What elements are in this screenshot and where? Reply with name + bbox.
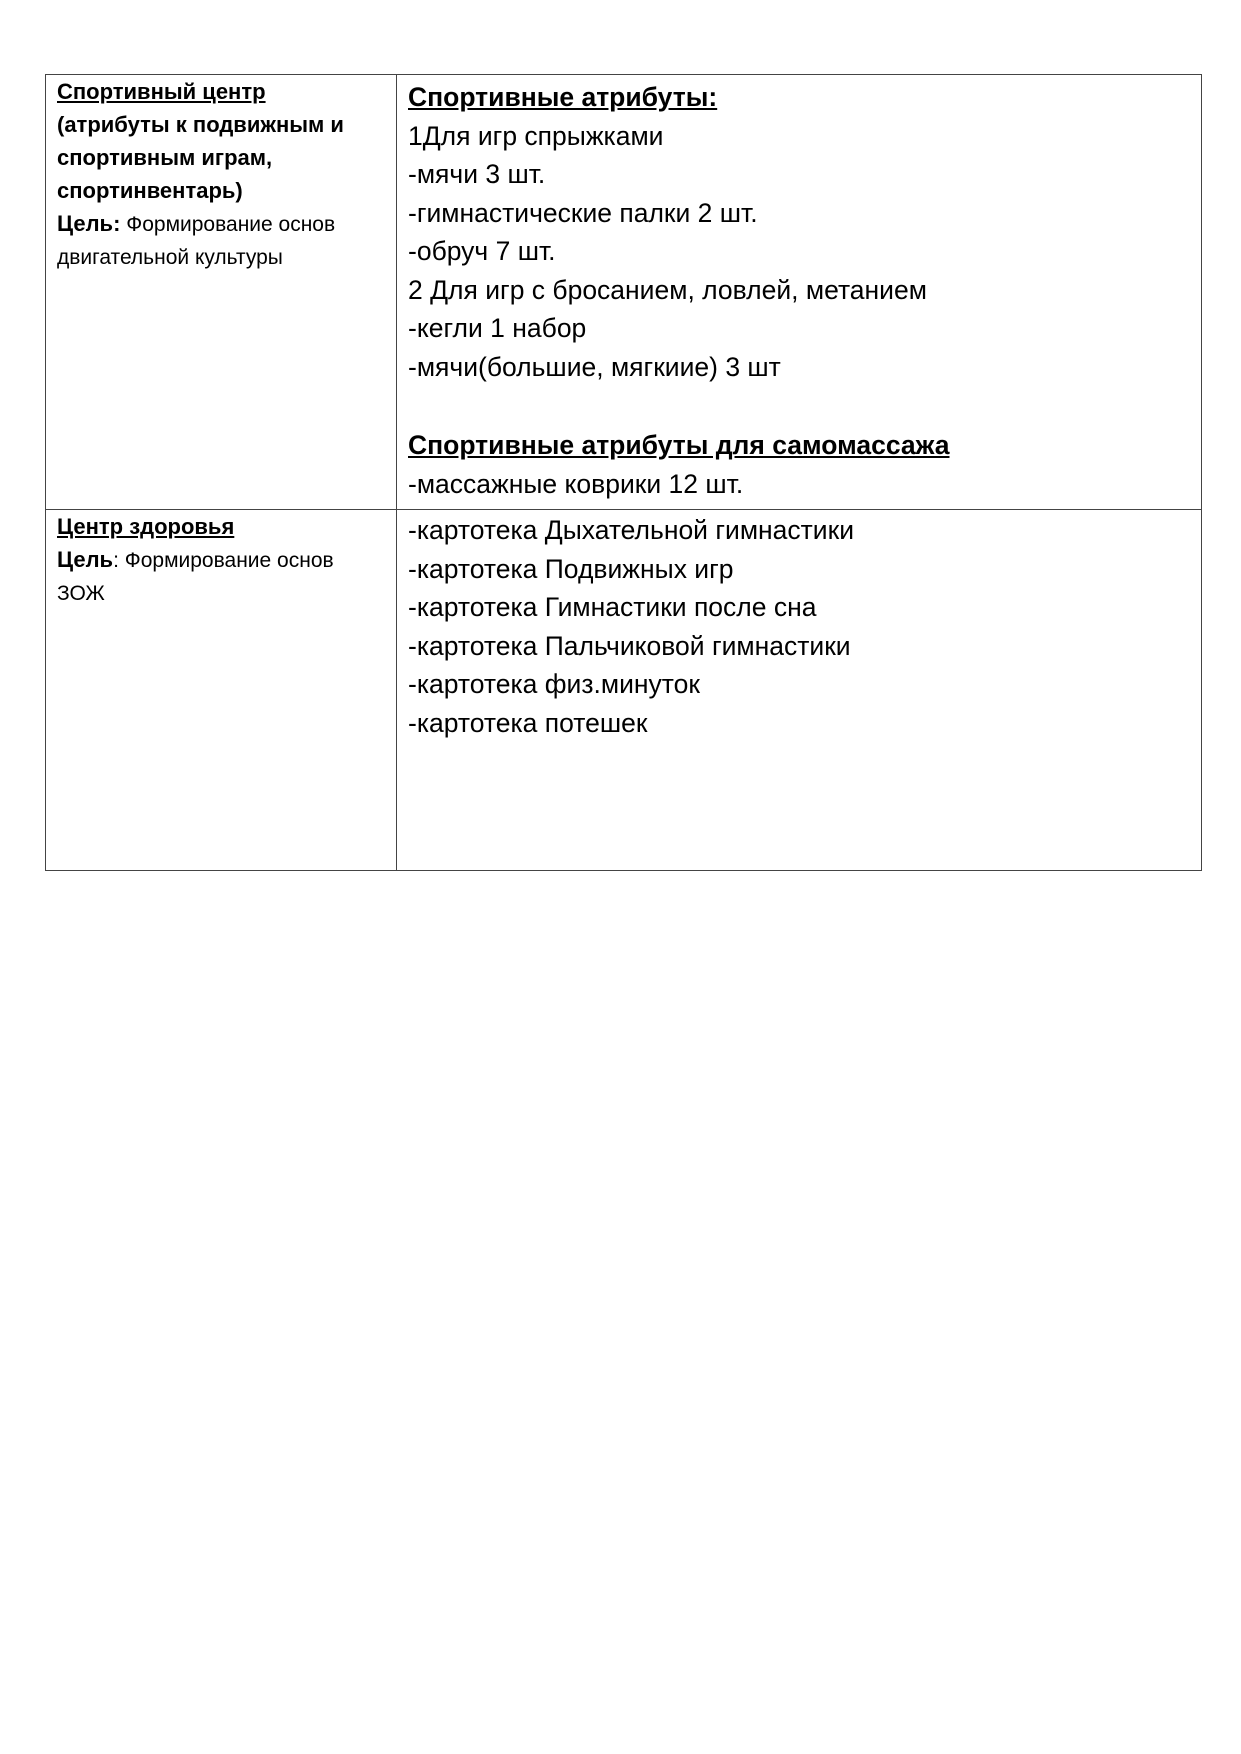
attributes-cell xyxy=(397,75,1202,510)
center-title: Спортивный центр xyxy=(57,79,266,104)
list-item: -картотека потешек xyxy=(408,707,648,738)
list-item: 1Для игр спрыжками xyxy=(408,120,664,151)
center-title: Центр здоровья xyxy=(57,514,235,539)
list-item: -мячи 3 шт. xyxy=(408,159,546,189)
table-row xyxy=(46,510,1202,871)
goal-text: Формирование основ xyxy=(120,213,336,236)
list-item: -кегли 1 набор xyxy=(408,313,587,343)
center-description-cell xyxy=(46,510,397,871)
table-row xyxy=(46,75,1202,510)
card-files-cell xyxy=(397,510,1202,871)
list-item: -обруч 7 шт. xyxy=(408,236,556,266)
list-item: -гимнастические палки 2 шт. xyxy=(408,197,758,228)
list-item: -картотека физ.минуток xyxy=(408,669,700,699)
list-item: -картотека Подвижных игр xyxy=(408,553,734,584)
list-item: -картотека Пальчиковой гимнастики xyxy=(408,630,851,661)
list-item: -картотека Дыхательной гимнастики xyxy=(408,515,854,545)
goal-line xyxy=(57,207,386,241)
attributes-heading: Спортивные атрибуты: xyxy=(408,82,718,112)
goal-text-continuation: двигательной культуры xyxy=(57,246,283,269)
massage-attributes-heading: Спортивные атрибуты для самомассажа xyxy=(408,430,950,460)
goal-text: : Формирование основ xyxy=(113,549,334,572)
goal-line xyxy=(57,543,386,577)
list-item: 2 Для игр с бросанием, ловлей, метанием xyxy=(408,274,927,305)
list-item: -массажные коврики 12 шт. xyxy=(408,468,744,499)
center-subtitle-line: спортинвентарь) xyxy=(57,178,243,203)
center-description-cell xyxy=(46,75,397,510)
goal-text-continuation: ЗОЖ xyxy=(57,582,105,605)
center-subtitle-line: спортивным играм, xyxy=(57,145,273,170)
center-subtitle-line: (атрибуты к подвижным и xyxy=(57,112,344,137)
list-item: -картотека Гимнастики после сна xyxy=(408,592,817,622)
list-item: -мячи(большие, мягкиие) 3 шт xyxy=(408,351,781,382)
goal-label: Цель: xyxy=(57,211,121,236)
spacer xyxy=(408,386,1191,423)
equipment-table xyxy=(45,74,1202,871)
goal-label: Цель xyxy=(57,547,114,572)
